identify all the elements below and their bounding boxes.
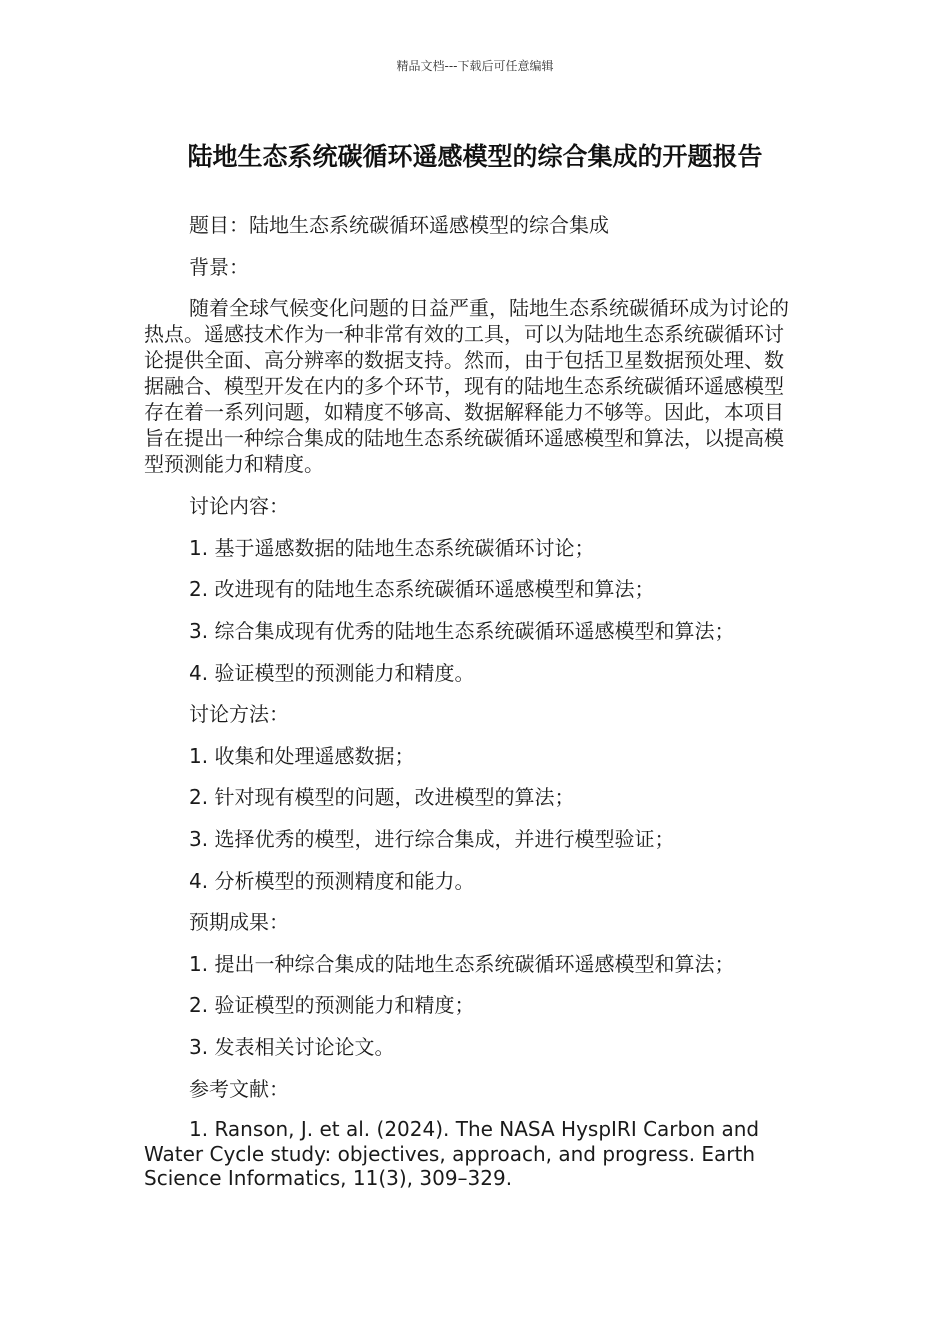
document-body: [144, 212, 794, 1191]
subject-line: 题目：陆地生态系统碳循环遥感模型的综合集成: [189, 213, 609, 237]
content-item: 3. 综合集成现有优秀的陆地生态系统碳循环遥感模型和算法；: [189, 618, 735, 643]
method-item: 1. 收集和处理遥感数据；: [189, 743, 415, 768]
method-heading: 讨论方法：: [189, 702, 289, 727]
results-item: 3. 发表相关讨论论文。: [189, 1034, 395, 1059]
content-item: 1. 基于遥感数据的陆地生态系统碳循环讨论；: [189, 535, 595, 560]
content-item: 4. 验证模型的预测能力和精度。: [189, 660, 475, 685]
reference-item: 1. Ranson, J. et al. (2024). The NASA HyspIRI Carbon and Water Cycle study: objectives, approach, and progress. Earth Science Informatics, 11(3), 309–329.: [144, 1117, 760, 1191]
header-note: 精品文档---下载后可任意编辑: [396, 59, 554, 73]
background-paragraph: 随着全球气候变化问题的日益严重，陆地生态系统碳循环成为讨论的热点。遥感技术作为一种非常有效的工具，可以为陆地生态系统碳循环讨论提供全面、高分辨率的数据支持。然而，由于包括卫星数据预处理、数据融合、模型开发在内的多个环节，现有的陆地生态系统碳循环遥感模型存在着一系列问题，如精度不够高、数据解释能力不够等。因此，本项目旨在提出一种综合集成的陆地生态系统碳循环遥感模型和算法，以提高模型预测能力和精度。: [144, 296, 789, 477]
method-item: 4. 分析模型的预测精度和能力。: [189, 868, 475, 893]
content-heading: 讨论内容：: [189, 494, 289, 519]
content-item: 2. 改进现有的陆地生态系统碳循环遥感模型和算法；: [189, 577, 655, 602]
method-item: 3. 选择优秀的模型，进行综合集成，并进行模型验证；: [189, 826, 675, 851]
references-heading: 参考文献：: [189, 1076, 289, 1101]
results-item: 2. 验证模型的预测能力和精度；: [189, 993, 475, 1018]
document-title: 陆地生态系统碳循环遥感模型的综合集成的开题报告: [187, 142, 763, 171]
results-item: 1. 提出一种综合集成的陆地生态系统碳循环遥感模型和算法；: [189, 951, 735, 976]
results-heading: 预期成果：: [189, 910, 289, 935]
method-item: 2. 针对现有模型的问题，改进模型的算法；: [189, 785, 575, 810]
background-heading: 背景：: [189, 254, 249, 279]
